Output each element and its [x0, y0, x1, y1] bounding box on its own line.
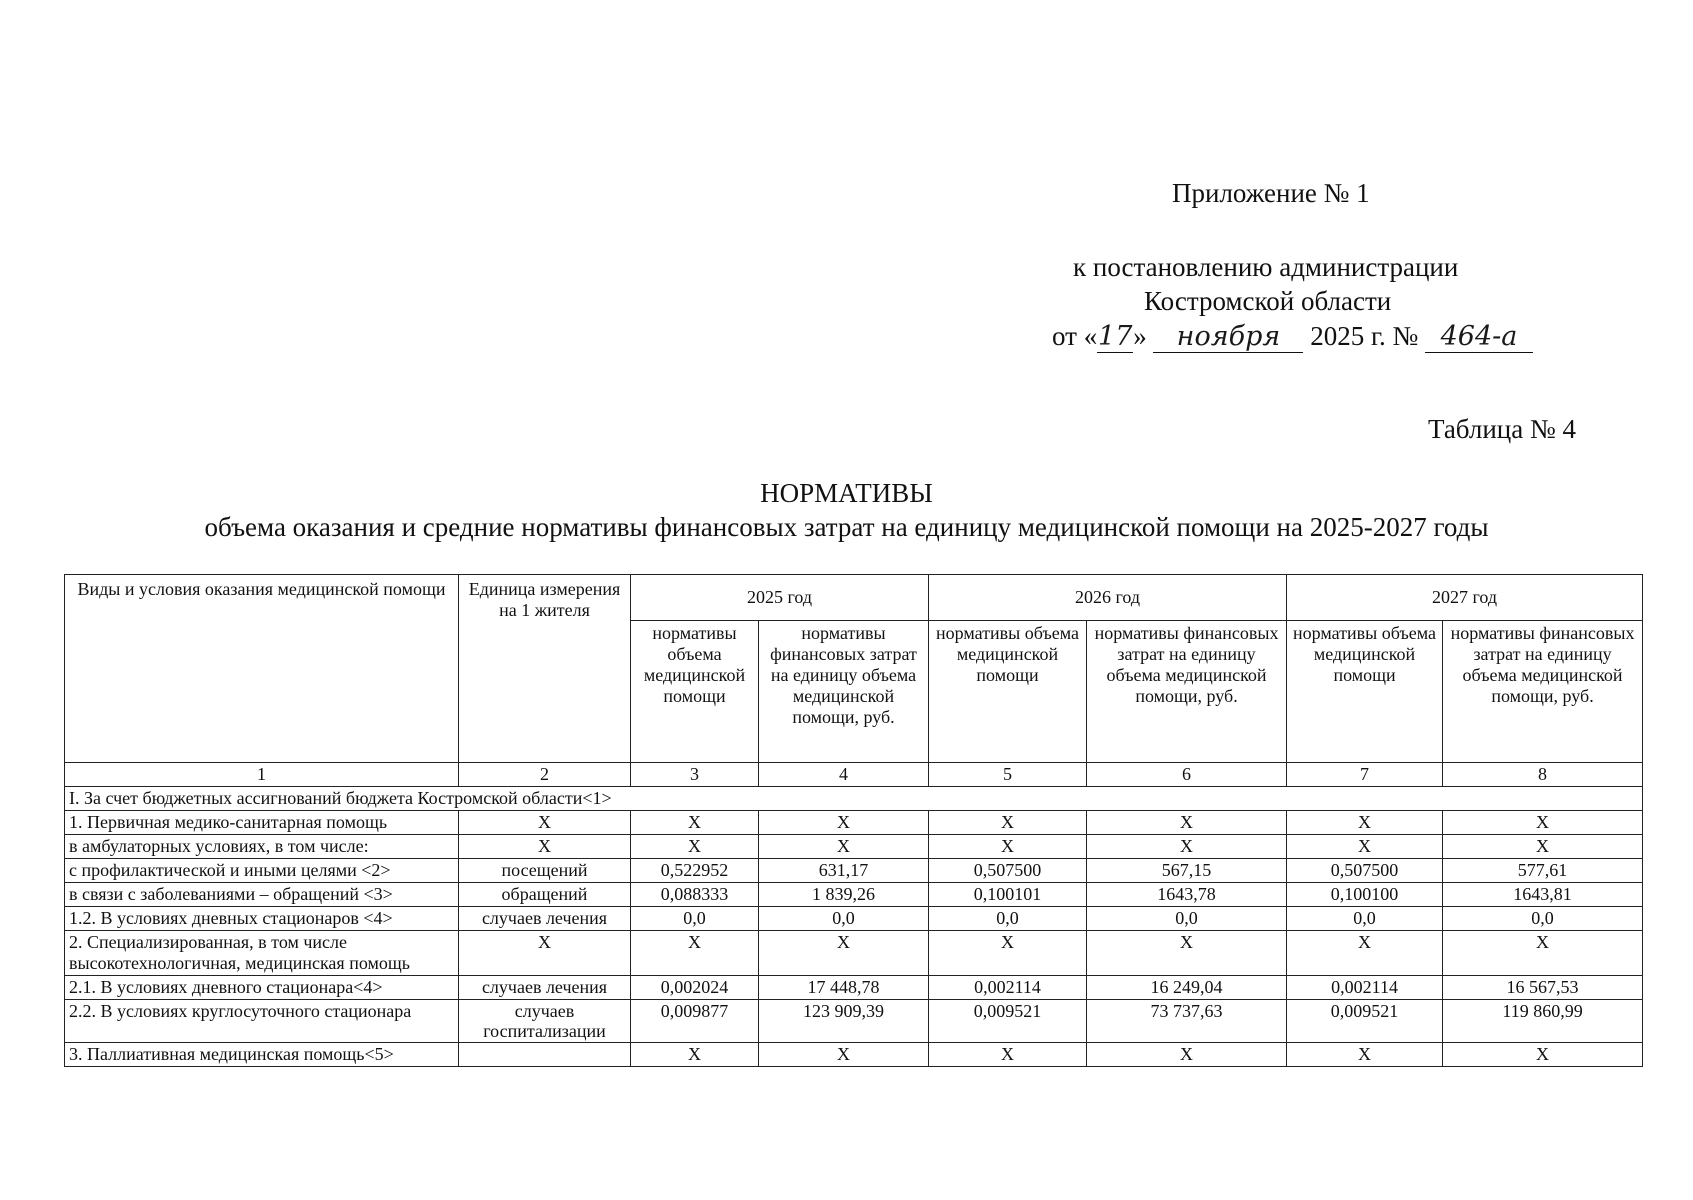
cell-value: 1 839,26 — [759, 883, 929, 907]
cell-value: 0,0 — [1443, 907, 1643, 931]
cell-value: Х — [1087, 1043, 1287, 1067]
table-row — [65, 907, 1643, 931]
row-label: 2.2. В условиях круглосуточного стационара — [65, 1000, 459, 1043]
col-header-2027-cost: нормативы финансовых затрат на единицу объема медицинской помощи, руб. — [1443, 621, 1643, 763]
cell-value: Х — [929, 1043, 1087, 1067]
cell-value: 0,100100 — [1287, 883, 1443, 907]
cell-value: Х — [1087, 835, 1287, 859]
row-label: 3. Паллиативная медицинская помощь<5> — [65, 1043, 459, 1067]
cell-value: 0,009877 — [631, 1000, 759, 1043]
cell-value: Х — [759, 811, 929, 835]
column-numbers-row — [65, 763, 1643, 787]
norms-table — [64, 574, 1643, 1067]
cell-value: 0,507500 — [929, 859, 1087, 883]
cell-value: Х — [1443, 1043, 1643, 1067]
cell-value: 631,17 — [759, 859, 929, 883]
date-prefix: от « — [1052, 321, 1098, 351]
table-row — [65, 835, 1643, 859]
cell-value: Х — [929, 811, 1087, 835]
document-subtitle: объема оказания и средние нормативы финансовых затрат на единицу медицинской помощи на 2025-2027 годы — [204, 512, 1489, 542]
col-header-2026-volume: нормативы объема медицинской помощи — [929, 621, 1087, 763]
col-header-2026-cost: нормативы финансовых затрат на единицу объема медицинской помощи, руб. — [1087, 621, 1287, 763]
column-number: 1 — [65, 763, 459, 787]
cell-value: Х — [759, 1043, 929, 1067]
cell-value: Х — [631, 811, 759, 835]
cell-value: Х — [1287, 931, 1443, 976]
date-month: ноября — [1153, 322, 1303, 353]
row-label: 2.1. В условиях дневного стационара<4> — [65, 976, 459, 1000]
col-header-2025-cost: нормативы финансовых затрат на единицу объема медицинской помощи, руб. — [759, 621, 929, 763]
cell-value: 17 448,78 — [759, 976, 929, 1000]
row-unit: Х — [459, 811, 631, 835]
cell-value: Х — [929, 931, 1087, 976]
cell-value: Х — [1287, 811, 1443, 835]
table-row — [65, 1043, 1643, 1067]
table-row — [65, 883, 1643, 907]
table-row — [65, 811, 1643, 835]
header-row-years — [65, 575, 1643, 621]
decree-reference: к постановлению администрации — [1073, 252, 1459, 282]
cell-value: 0,009521 — [1287, 1000, 1443, 1043]
table-row — [65, 931, 1643, 976]
row-unit: Х — [459, 931, 631, 976]
column-number: 7 — [1287, 763, 1443, 787]
cell-value: Х — [1443, 811, 1643, 835]
cell-value: 0,0 — [1087, 907, 1287, 931]
document-title: НОРМАТИВЫ — [760, 478, 933, 508]
cell-value: 0,002114 — [1287, 976, 1443, 1000]
cell-value: Х — [631, 835, 759, 859]
cell-value: Х — [1443, 835, 1643, 859]
cell-value: Х — [1087, 811, 1287, 835]
cell-value: Х — [1287, 835, 1443, 859]
cell-value: Х — [631, 931, 759, 976]
table-number: Таблица № 4 — [1428, 414, 1576, 444]
section-title: I. За счет бюджетных ассигнований бюджета Костромской области<1> — [65, 787, 1643, 811]
section-row — [65, 787, 1643, 811]
cell-value: 0,0 — [1287, 907, 1443, 931]
table-row — [65, 976, 1643, 1000]
col-header-year-2026: 2026 год — [929, 575, 1287, 621]
appendix-title: Приложение № 1 — [1172, 178, 1370, 208]
column-number: 8 — [1443, 763, 1643, 787]
cell-value: Х — [929, 835, 1087, 859]
col-header-type: Виды и условия оказания медицинской помощи — [65, 575, 459, 763]
cell-value: 73 737,63 — [1087, 1000, 1287, 1043]
cell-value: 0,507500 — [1287, 859, 1443, 883]
cell-value: 577,61 — [1443, 859, 1643, 883]
row-unit: случаев госпитализации — [459, 1000, 631, 1043]
col-header-2027-volume: нормативы объема медицинской помощи — [1287, 621, 1443, 763]
doc-number: 464-а — [1425, 322, 1533, 353]
cell-value: 0,0 — [759, 907, 929, 931]
cell-value: 16 249,04 — [1087, 976, 1287, 1000]
cell-value: 567,15 — [1087, 859, 1287, 883]
row-label: с профилактической и иными целями <2> — [65, 859, 459, 883]
cell-value: 0,0 — [631, 907, 759, 931]
cell-value: 0,088333 — [631, 883, 759, 907]
column-number: 5 — [929, 763, 1087, 787]
col-header-year-2027: 2027 год — [1287, 575, 1643, 621]
row-unit: обращений — [459, 883, 631, 907]
cell-value: 0,009521 — [929, 1000, 1087, 1043]
row-label: 2. Специализированная, в том числе высокотехнологичная, медицинская помощь — [65, 931, 459, 976]
date-day: 17 — [1098, 321, 1133, 352]
cell-value: 1643,81 — [1443, 883, 1643, 907]
cell-value: Х — [1443, 931, 1643, 976]
row-unit: случаев лечения — [459, 907, 631, 931]
column-number: 2 — [459, 763, 631, 787]
cell-value: Х — [1087, 931, 1287, 976]
row-label: в амбулаторных условиях, в том числе: — [65, 835, 459, 859]
date-mid: » — [1133, 321, 1147, 351]
cell-value: Х — [759, 835, 929, 859]
cell-value: Х — [759, 931, 929, 976]
decree-date-line — [1052, 319, 1533, 353]
cell-value: 0,100101 — [929, 883, 1087, 907]
cell-value: 119 860,99 — [1443, 1000, 1643, 1043]
column-number: 6 — [1087, 763, 1287, 787]
cell-value: 1643,78 — [1087, 883, 1287, 907]
col-header-2025-volume: нормативы объема медицинской помощи — [631, 621, 759, 763]
column-number: 4 — [759, 763, 929, 787]
col-header-unit: Единица измерения на 1 жителя — [459, 575, 631, 763]
table-row — [65, 1000, 1643, 1043]
row-unit — [459, 1043, 631, 1067]
table-row — [65, 859, 1643, 883]
cell-value: 0,002024 — [631, 976, 759, 1000]
row-label: в связи с заболеваниями – обращений <3> — [65, 883, 459, 907]
cell-value: 0,002114 — [929, 976, 1087, 1000]
row-unit: случаев лечения — [459, 976, 631, 1000]
col-header-year-2025: 2025 год — [631, 575, 929, 621]
row-label: 1.2. В условиях дневных стационаров <4> — [65, 907, 459, 931]
date-year: 2025 г. № — [1310, 321, 1419, 351]
cell-value: 16 567,53 — [1443, 976, 1643, 1000]
row-unit: посещений — [459, 859, 631, 883]
cell-value: 123 909,39 — [759, 1000, 929, 1043]
cell-value: 0,0 — [929, 907, 1087, 931]
row-label: 1. Первичная медико-санитарная помощь — [65, 811, 459, 835]
row-unit: Х — [459, 835, 631, 859]
cell-value: Х — [1287, 1043, 1443, 1067]
cell-value: Х — [631, 1043, 759, 1067]
column-number: 3 — [631, 763, 759, 787]
region-name: Костромской области — [1144, 286, 1392, 316]
cell-value: 0,522952 — [631, 859, 759, 883]
